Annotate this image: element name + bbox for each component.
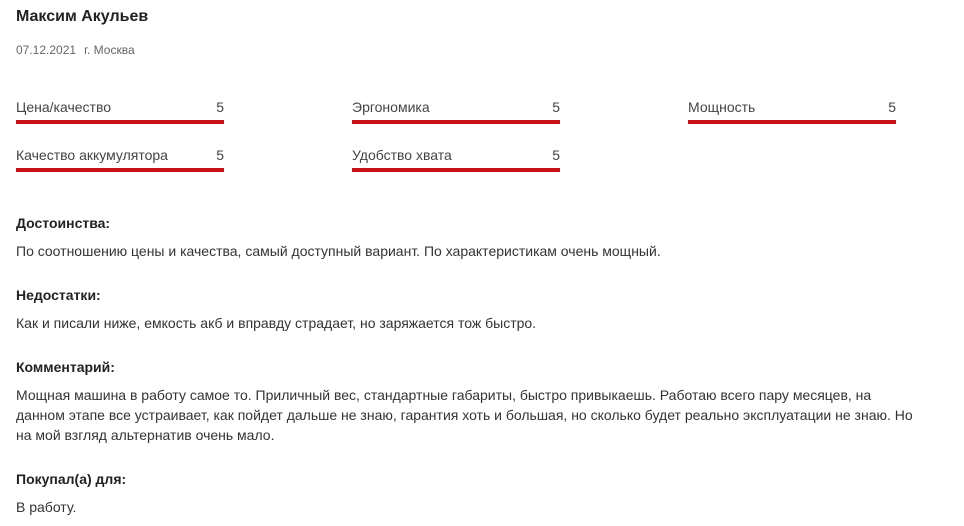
rating-bar-fill: [688, 120, 896, 124]
rating-bar: [16, 120, 224, 124]
rating-ergonomics: [352, 99, 560, 127]
rating-grip-comfort: [352, 147, 560, 175]
purpose-text: В работу.: [16, 499, 77, 515]
rating-bar: [352, 120, 560, 124]
cons-title: Недостатки:: [16, 287, 101, 303]
rating-bar: [688, 120, 896, 124]
rating-label: Мощность: [688, 99, 756, 115]
comment-text: Мощная машина в работу самое то. Приличный вес, стандартные габариты, быстро привыкаешь. Работаю всего пару месяцев, на данном этапе все устраивает, как пойдет дальше не знаю, гарантия хоть и большая, но сколько будет реально эксплуатации не знаю. Но на мой взгляд альтернатив очень мало.: [16, 387, 913, 443]
rating-value: 5: [216, 147, 224, 163]
pros-text: По соотношению цены и качества, самый доступный вариант. По характеристикам очень мощный.: [16, 243, 661, 259]
rating-price-quality: [16, 99, 224, 127]
rating-bar: [352, 168, 560, 172]
rating-label: Эргономика: [352, 99, 430, 115]
rating-label: Удобство хвата: [352, 147, 452, 163]
review-city: г. Москва: [84, 43, 135, 57]
rating-value: 5: [552, 147, 560, 163]
rating-battery-quality: [16, 147, 224, 175]
review-meta: [16, 43, 135, 57]
review-date: 07.12.2021: [16, 43, 77, 57]
rating-bar-fill: [16, 168, 224, 172]
rating-value: 5: [888, 99, 896, 115]
rating-value: 5: [552, 99, 560, 115]
rating-value: 5: [216, 99, 224, 115]
pros-title: Достоинства:: [16, 215, 111, 231]
rating-label: Качество аккумулятора: [16, 147, 168, 163]
rating-bar-fill: [352, 120, 560, 124]
rating-label: Цена/качество: [16, 99, 112, 115]
purpose-title: Покупал(а) для:: [16, 471, 127, 487]
rating-bar-fill: [16, 120, 224, 124]
review-author-name: Максим Акульев: [16, 8, 149, 25]
cons-text: Как и писали ниже, емкость акб и вправду страдает, но заряжается тож быстро.: [16, 315, 537, 331]
comment-title: Комментарий:: [16, 359, 115, 375]
rating-bar-fill: [352, 168, 560, 172]
rating-power: [688, 99, 896, 127]
rating-bar: [16, 168, 224, 172]
